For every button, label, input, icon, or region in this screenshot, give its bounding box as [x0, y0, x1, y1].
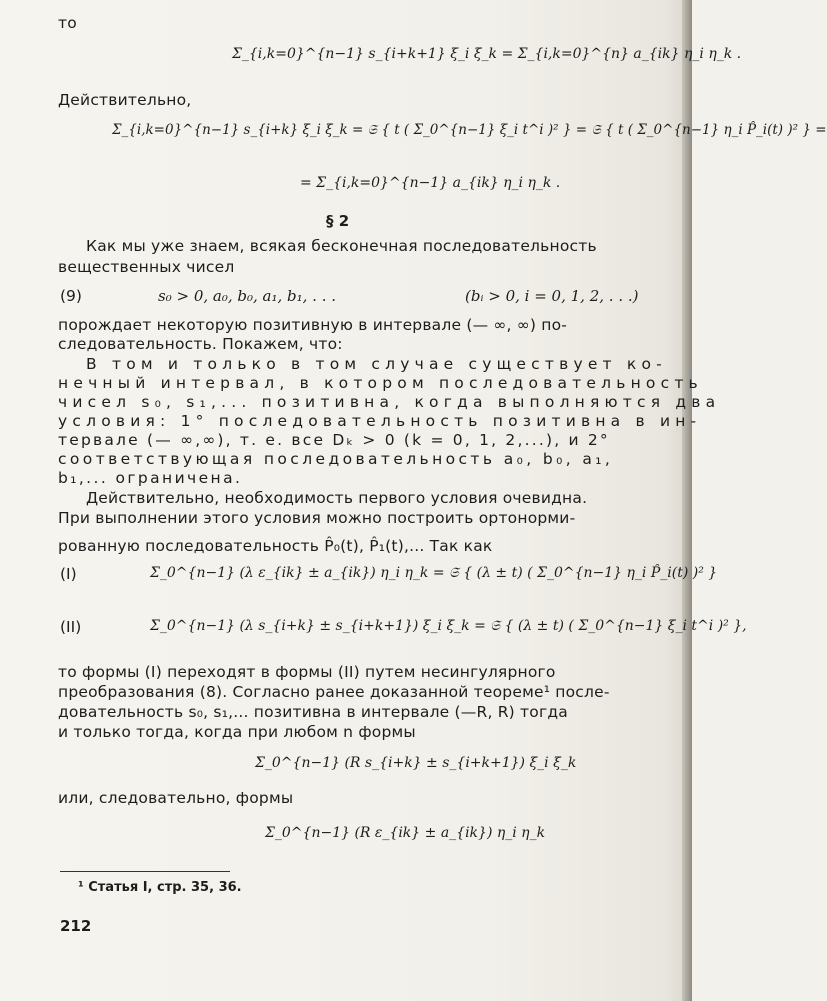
equation: Σ_0^{n−1} (R ε_{ik} ± a_{ik}) η_i η_k [265, 825, 546, 841]
equation: Σ_0^{n−1} (R s_{i+k} ± s_{i+k+1}) ξ_i ξ_k [255, 755, 577, 771]
equation: s₀ > 0, a₀, b₀, a₁, b₁, . . . [158, 287, 337, 305]
text-line: рованную последовательность P̂₀(t), P̂₁(t),... Так как [58, 537, 493, 555]
equation-label: (I) [60, 565, 77, 583]
text-line: чисел s₀, s₁,... позитивна, когда выполняются два [58, 393, 721, 411]
text-line: следовательность. Покажем, что: [58, 335, 343, 353]
text-line: В том и только в том случае существует ко- [86, 355, 667, 373]
equation: Σ_{i,k=0}^{n−1} s_{i+k+1} ξ_i ξ_k = Σ_{i,k=0}^{n} a_{ik} η_i η_k . [232, 46, 742, 62]
footnote-rule [60, 871, 230, 872]
text-line: соответствующая последовательность a₀, b₀, a₁, [58, 450, 614, 468]
equation-label: (II) [60, 618, 82, 636]
equation: (bᵢ > 0, i = 0, 1, 2, . . .) [465, 287, 639, 305]
equation-label: (9) [60, 287, 82, 305]
text-line: и только тогда, когда при любом n формы [58, 723, 416, 741]
text-line: преобразования (8). Согласно ранее доказанной теореме¹ после- [58, 683, 610, 701]
equation: Σ_0^{n−1} (λ s_{i+k} ± s_{i+k+1}) ξ_i ξ_k = 𝔖 { (λ ± t) ( Σ_0^{n−1} ξ_i t^i )² }, [150, 618, 747, 634]
text-line: При выполнении этого условия можно построить ортонорми- [58, 509, 576, 527]
text-line: то формы (I) переходят в формы (II) путем несингулярного [58, 663, 556, 681]
text-line: Действительно, [58, 91, 192, 109]
text-line: нечный интервал, в котором последовательность [58, 374, 703, 392]
text-line: условия: 1° последовательность позитивна в ин- [58, 412, 702, 430]
text-line: или, следовательно, формы [58, 789, 294, 807]
text-line: Действительно, необходимость первого условия очевидна. [86, 489, 588, 507]
equation: Σ_0^{n−1} (λ ε_{ik} ± a_{ik}) η_i η_k = 𝔖 { (λ ± t) ( Σ_0^{n−1} η_i P̂_i(t) )² } [150, 565, 718, 581]
equation: = Σ_{i,k=0}^{n−1} a_{ik} η_i η_k . [300, 175, 561, 191]
text-line: довательность s₀, s₁,... позитивна в интервале (—R, R) тогда [58, 703, 568, 721]
text-line: порождает некоторую позитивную в интервале (— ∞, ∞) по- [58, 316, 568, 334]
footnote: ¹ Статья I, стр. 35, 36. [78, 880, 242, 895]
text-line: то [58, 14, 77, 32]
text-line: вещественных чисел [58, 258, 235, 276]
page-edge [682, 0, 692, 1001]
text-line: Как мы уже знаем, всякая бесконечная последовательность [86, 237, 597, 255]
section-heading: § 2 [326, 212, 350, 230]
page-number: 212 [60, 917, 92, 935]
text-line: тервале (— ∞,∞), т. е. все Dₖ > 0 (k = 0, 1, 2,...), и 2° [58, 431, 610, 449]
equation: Σ_{i,k=0}^{n−1} s_{i+k} ξ_i ξ_k = 𝔖 { t ( Σ_0^{n−1} ξ_i t^i )² } = 𝔖 { t ( Σ_0^{n−1} η_i P̂_i(t) )² } = [112, 122, 827, 138]
text-line: b₁,... ограничена. [58, 469, 243, 487]
